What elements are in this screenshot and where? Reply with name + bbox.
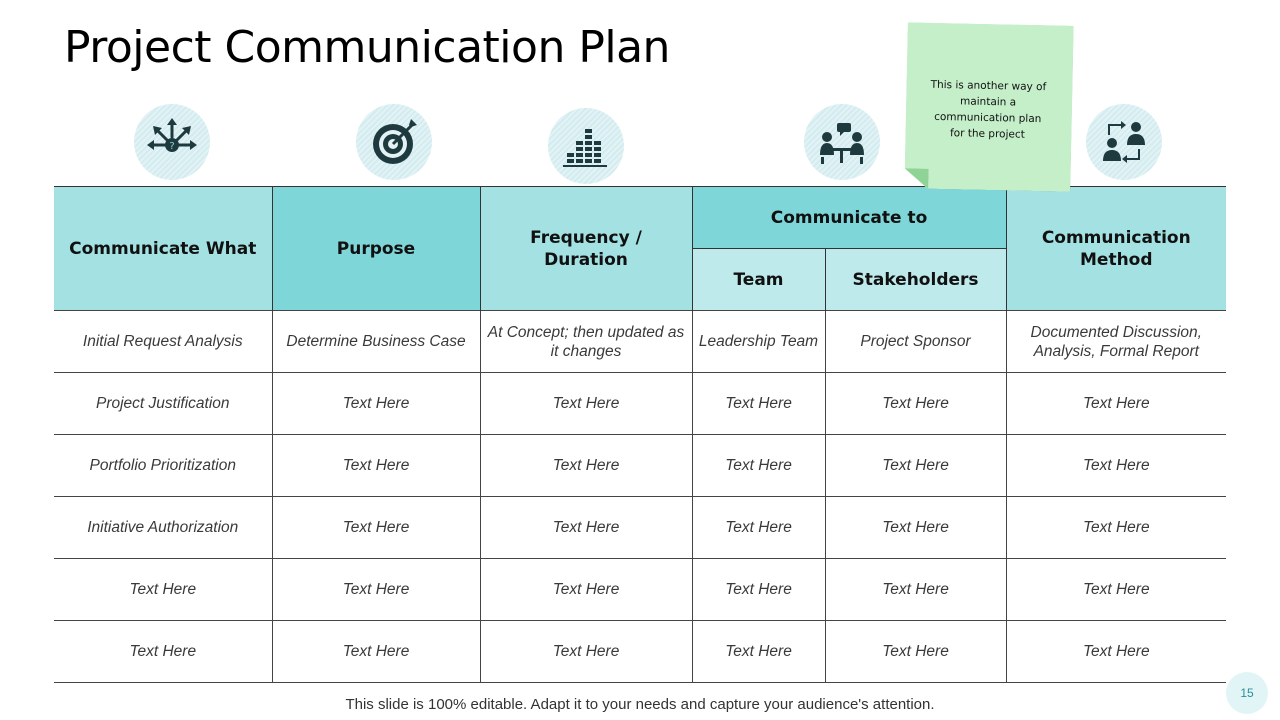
table-row — [54, 497, 1226, 559]
table-row — [54, 621, 1226, 683]
header-communication-method: Communication Method — [1006, 187, 1226, 311]
cell-communicate-what: Text Here — [54, 559, 272, 621]
arrows-directions-icon — [134, 104, 210, 180]
cell-team: Text Here — [692, 621, 825, 683]
cell-method: Text Here — [1006, 621, 1226, 683]
communication-plan-table — [54, 186, 1226, 683]
cell-purpose: Determine Business Case — [272, 311, 480, 373]
cell-team: Text Here — [692, 497, 825, 559]
target-icon — [356, 104, 432, 180]
cell-stakeholders: Project Sponsor — [825, 311, 1006, 373]
header-stakeholders: Stakeholders — [825, 249, 1006, 311]
cell-team: Text Here — [692, 559, 825, 621]
cell-stakeholders: Text Here — [825, 497, 1006, 559]
header-communicate-what: Communicate What — [54, 187, 272, 311]
cell-communicate-what: Portfolio Prioritization — [54, 435, 272, 497]
sticky-note-text: This is another way of maintain a communication plan for the project — [930, 78, 1047, 141]
cell-team: Leadership Team — [692, 311, 825, 373]
cell-frequency: Text Here — [480, 497, 692, 559]
cell-purpose: Text Here — [272, 435, 480, 497]
header-purpose: Purpose — [272, 187, 480, 311]
table-row — [54, 559, 1226, 621]
table-row — [54, 373, 1226, 435]
cell-communicate-what: Text Here — [54, 621, 272, 683]
slide-title: Project Communication Plan — [64, 22, 670, 73]
cell-method: Text Here — [1006, 497, 1226, 559]
page-number: 15 — [1226, 672, 1268, 714]
cell-team: Text Here — [692, 373, 825, 435]
cell-method: Documented Discussion, Analysis, Formal Report — [1006, 311, 1226, 373]
cell-stakeholders: Text Here — [825, 373, 1006, 435]
cell-method: Text Here — [1006, 435, 1226, 497]
table-row — [54, 311, 1226, 373]
bar-chart-icon — [548, 108, 624, 184]
cell-stakeholders: Text Here — [825, 559, 1006, 621]
table-body — [54, 311, 1226, 683]
cell-communicate-what: Project Justification — [54, 373, 272, 435]
cell-frequency: Text Here — [480, 621, 692, 683]
cell-purpose: Text Here — [272, 497, 480, 559]
header-team: Team — [692, 249, 825, 311]
cell-team: Text Here — [692, 435, 825, 497]
meeting-icon — [804, 104, 880, 180]
cell-stakeholders: Text Here — [825, 435, 1006, 497]
svg-text:?: ? — [169, 141, 175, 152]
cell-purpose: Text Here — [272, 373, 480, 435]
table-row — [54, 435, 1226, 497]
cell-frequency: Text Here — [480, 435, 692, 497]
cell-frequency: Text Here — [480, 373, 692, 435]
header-frequency-duration: Frequency / Duration — [480, 187, 692, 311]
footer-text: This slide is 100% editable. Adapt it to your needs and capture your audience's attention. — [345, 696, 935, 713]
cell-communicate-what: Initiative Authorization — [54, 497, 272, 559]
cell-purpose: Text Here — [272, 621, 480, 683]
header-communicate-to: Communicate to — [692, 187, 1006, 249]
cell-purpose: Text Here — [272, 559, 480, 621]
cell-frequency: Text Here — [480, 559, 692, 621]
sticky-note — [904, 22, 1073, 191]
cell-method: Text Here — [1006, 559, 1226, 621]
cell-communicate-what: Initial Request Analysis — [54, 311, 272, 373]
cell-stakeholders: Text Here — [825, 621, 1006, 683]
cell-method: Text Here — [1006, 373, 1226, 435]
cell-frequency: At Concept; then updated as it changes — [480, 311, 692, 373]
people-exchange-icon — [1086, 104, 1162, 180]
